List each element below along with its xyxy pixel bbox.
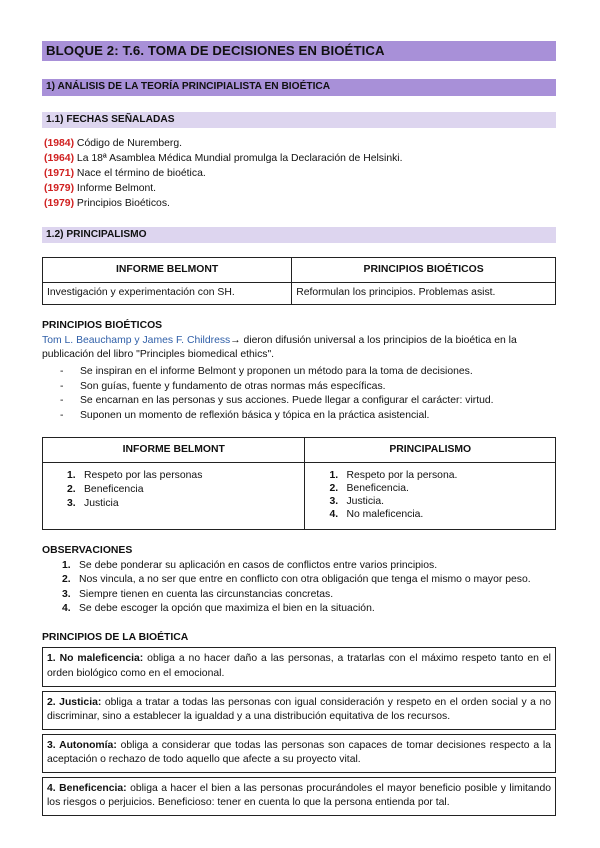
list-number: 3. <box>62 588 71 600</box>
section-heading-1: 1) ANÁLISIS DE LA TEORÍA PRINCIPIALISTA EN BIOÉTICA <box>42 79 556 95</box>
list-item <box>67 497 300 511</box>
principle-box-autonomia <box>42 734 556 773</box>
date-text: Informe Belmont. <box>74 183 157 195</box>
dates-list <box>44 137 556 212</box>
principle-text: obliga a considerar que todas las personas son capaces de tomar decisiones respecto a la aceptación o rechazo de todo aquello que afecte a su proyecto vital. <box>47 739 551 766</box>
list-text: Se debe escoger la opción que maximiza el bien en la situación. <box>79 603 375 615</box>
table-cell <box>305 463 556 530</box>
dash-marker: - <box>60 395 64 407</box>
date-year: (1979) <box>44 198 75 210</box>
table-cell: Investigación y experimentación con SH. <box>43 283 292 305</box>
list-text: Justicia <box>84 498 119 510</box>
list-item <box>329 508 551 521</box>
dash-marker: - <box>60 380 64 392</box>
table-header: PRINCIPALISMO <box>305 438 556 463</box>
list-item <box>62 573 556 588</box>
list-text: Nos vincula, a no ser que entre en conflicto con otra obligación que tenga el mismo o mayor peso. <box>79 574 531 586</box>
dash-marker: - <box>60 409 64 421</box>
list-item <box>67 483 300 497</box>
list-number: 4. <box>62 603 71 615</box>
principle-text: obliga a hacer el bien a las personas procurándoles el mayor beneficio posible y limitando los riesgos o perjuicios. Beneficioso: tener en cuenta lo que la persona entienda por tal. <box>47 782 551 809</box>
belmont-vs-principalismo-table <box>42 437 556 530</box>
belmont-list <box>67 469 300 511</box>
list-item <box>329 495 551 508</box>
list-item <box>329 469 551 482</box>
principios-bioetica-section <box>42 631 556 816</box>
list-item <box>60 365 556 380</box>
principios-bioetica-heading: PRINCIPIOS DE LA BIOÉTICA <box>42 631 189 643</box>
observaciones-heading: OBSERVACIONES <box>42 545 133 557</box>
principle-title: 1. No maleficencia: <box>47 653 144 665</box>
list-text: Justicia. <box>346 496 385 508</box>
list-item <box>62 588 556 603</box>
subsection-heading-1-1: 1.1) FECHAS SEÑALADAS <box>42 112 556 128</box>
bullet-text: Son guías, fuente y fundamento de otras normas más específicas. <box>80 380 386 392</box>
list-text: Se debe ponderar su aplicación en casos de conflictos entre varios principios. <box>79 559 438 571</box>
date-item <box>44 137 556 152</box>
date-text: Nace el término de bioética. <box>74 168 206 180</box>
date-year: (1984) <box>44 138 75 150</box>
date-year: (1964) <box>44 153 75 165</box>
principios-bioeticos-section <box>42 319 556 423</box>
table-header: INFORME BELMONT <box>43 258 292 283</box>
date-year: (1971) <box>44 168 75 180</box>
table-header: PRINCIPIOS BIOÉTICOS <box>292 258 556 283</box>
list-text: Respeto por las personas <box>84 470 203 482</box>
principle-title: 2. Justicia: <box>47 696 102 708</box>
list-number: 1. <box>329 470 339 482</box>
list-item <box>60 394 556 409</box>
principle-box-justicia <box>42 691 556 730</box>
list-item <box>60 380 556 395</box>
list-item <box>329 482 551 495</box>
list-number: 4. <box>329 509 339 521</box>
list-text: Beneficencia. <box>346 483 409 495</box>
list-text: No maleficencia. <box>346 509 424 521</box>
principle-title: 3. Autonomía: <box>47 739 117 751</box>
authors-text: Tom L. Beauchamp y James F. Childress <box>42 334 231 346</box>
table-cell <box>43 463 305 530</box>
observaciones-list <box>42 559 556 617</box>
date-item <box>44 197 556 212</box>
date-item <box>44 152 556 167</box>
principios-heading: PRINCIPIOS BIOÉTICOS <box>42 320 163 332</box>
list-item <box>60 409 556 424</box>
date-text: Principios Bioéticos. <box>74 198 170 210</box>
list-text: Respeto por la persona. <box>346 470 458 482</box>
intro-text: dieron difusión universal a los principios de la bioética en la publicación del libro "Principles biomedical ethics". <box>42 334 517 361</box>
date-text: Código de Nuremberg. <box>74 138 183 150</box>
arrow-icon: → <box>230 334 241 346</box>
bullet-text: Se encarnan en las personas y sus acciones. Puede llegar a configurar el carácter: virtud. <box>80 395 494 407</box>
bullet-text: Se inspiran en el informe Belmont y proponen un método para la toma de decisiones. <box>80 366 473 378</box>
table-cell: Reformulan los principios. Problemas asist. <box>292 283 556 305</box>
dash-marker: - <box>60 366 64 378</box>
observaciones-section <box>42 544 556 617</box>
table-header: INFORME BELMONT <box>43 438 305 463</box>
list-item <box>62 602 556 617</box>
principios-bullets <box>42 365 556 423</box>
principle-text: obliga a no hacer daño a las personas, a tratarlas con el máximo respeto tanto en el orden biológico como en el emocional. <box>47 653 551 679</box>
list-number: 3. <box>329 496 339 508</box>
list-number: 2. <box>67 484 76 496</box>
principios-intro <box>42 334 556 363</box>
belmont-vs-principios-table <box>42 257 556 305</box>
date-text: La 18ª Asamblea Médica Mundial promulga la Declaración de Helsinki. <box>74 153 403 165</box>
date-year: (1979) <box>44 183 75 195</box>
document-page <box>42 41 556 820</box>
list-number: 1. <box>67 470 76 482</box>
subsection-heading-1-2: 1.2) PRINCIPALISMO <box>42 227 556 243</box>
date-item <box>44 182 556 197</box>
principalismo-list <box>329 469 551 521</box>
document-title: BLOQUE 2: T.6. TOMA DE DECISIONES EN BIOÉTICA <box>42 41 556 61</box>
principle-box-no-maleficencia <box>42 647 556 686</box>
list-text: Siempre tienen en cuenta las circunstancias concretas. <box>79 588 334 600</box>
list-number: 1. <box>62 559 71 571</box>
principle-box-beneficencia <box>42 777 556 816</box>
list-text: Beneficencia <box>84 484 144 496</box>
principle-title: 4. Beneficencia: <box>47 782 127 794</box>
principle-text: obliga a tratar a todas las personas con igual consideración y respeto en el orden social y a no discriminar, sino a establecer la igualdad y a una distribución equitativa de los recursos. <box>47 696 552 723</box>
list-item <box>62 559 556 574</box>
list-item <box>67 469 300 483</box>
list-number: 2. <box>62 574 71 586</box>
date-item <box>44 167 556 182</box>
bullet-text: Suponen un momento de reflexión básica y tópica en la práctica asistencial. <box>80 409 430 421</box>
list-number: 2. <box>329 483 339 495</box>
list-number: 3. <box>67 498 76 510</box>
